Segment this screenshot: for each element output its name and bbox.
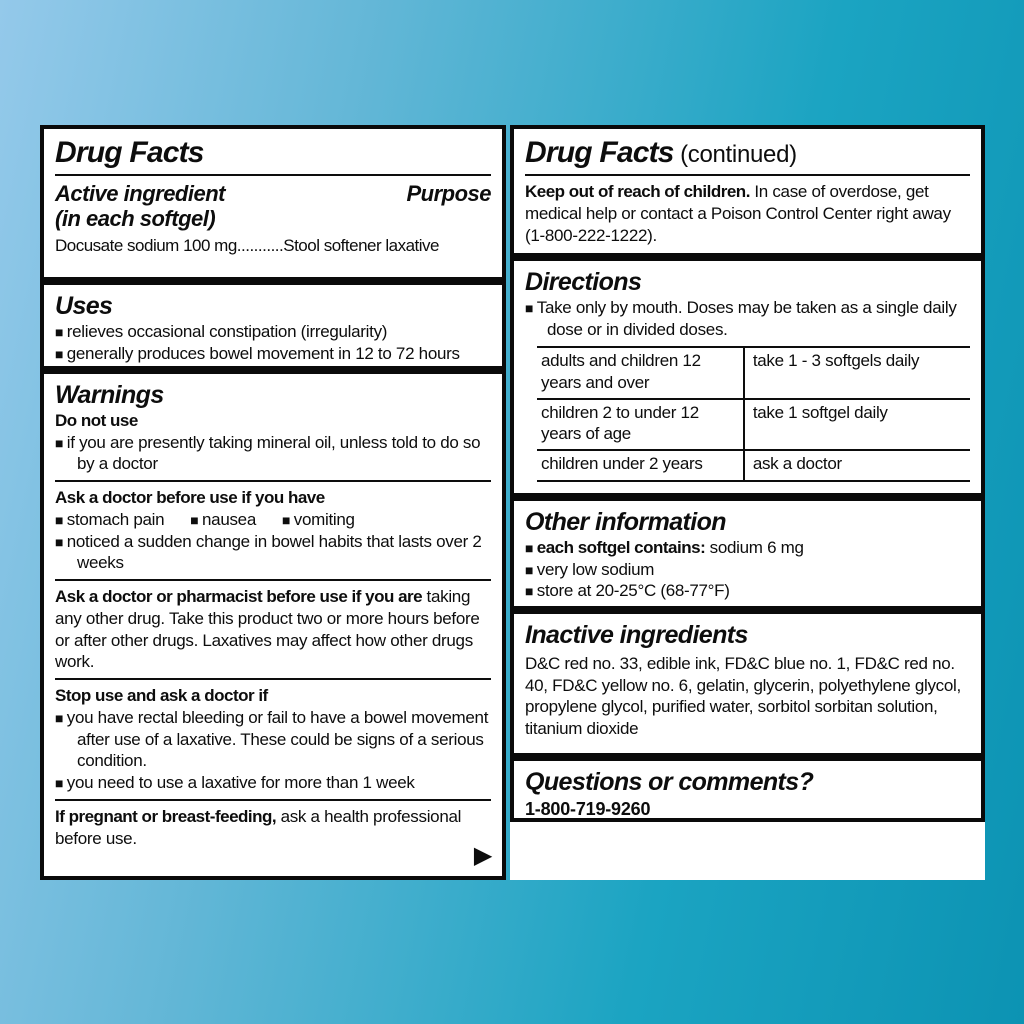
divider-line xyxy=(55,174,491,176)
section-title-active-ingredient xyxy=(40,125,506,281)
dosage-table xyxy=(537,346,970,481)
uses-bullet: ■ generally produces bowel movement in 12 to 72 hours xyxy=(55,343,491,365)
ask-doctor-pharmacist-text: taking any other drug. Take this product two or more hours before or after other drugs. Laxatives may affect how other drugs work. xyxy=(55,587,480,672)
ingredient-purpose-line xyxy=(55,235,491,257)
table-row xyxy=(537,451,970,479)
inactive-ingredients-heading: Inactive ingredients xyxy=(525,621,748,649)
dosage-amount-cell: ask a doctor xyxy=(752,454,842,474)
purpose-value: Stool softener laxative xyxy=(283,235,440,255)
symptom-bullet: ■ nausea xyxy=(190,509,256,531)
keep-out-paragraph xyxy=(525,181,970,246)
section-questions xyxy=(510,757,985,822)
active-ingredient-subheading: (in each softgel) xyxy=(55,206,216,232)
do-not-use-bullet: ■ if you are presently taking mineral oil, unless told to do so by a doctor xyxy=(55,432,491,476)
ask-doctor-pharmacist-heading: Ask a doctor or pharmacist before use if you are xyxy=(55,587,423,606)
drug-facts-title: Drug Facts xyxy=(55,136,204,169)
other-info-bullet: ■ store at 20-25°C (68-77°F) xyxy=(525,580,970,602)
divider-line xyxy=(55,678,491,680)
phone-number: 1-800-719-9260 xyxy=(525,798,651,819)
right-column xyxy=(510,125,985,880)
inactive-ingredients-text: D&C red no. 33, edible ink, FD&C blue no. 1, FD&C red no. 40, FD&C yellow no. 6, gelatin, glycerin, polyethylene glycol, propylene glycol, purified water, sorbitol sorbitan solution, titanium dioxide xyxy=(525,653,961,738)
ask-doctor-heading: Ask a doctor before use if you have xyxy=(55,488,325,507)
dosage-age-cell: children under 2 years xyxy=(537,451,745,479)
drug-facts-label xyxy=(40,125,985,880)
ask-doctor-pharmacist-paragraph xyxy=(55,586,491,673)
section-other-information xyxy=(510,497,985,610)
other-info-bullet: ■ very low sodium xyxy=(525,559,970,581)
do-not-use-heading: Do not use xyxy=(55,410,138,430)
pregnant-paragraph xyxy=(55,806,491,850)
continue-arrow-icon: ▶ xyxy=(473,842,492,869)
divider-line xyxy=(55,579,491,581)
other-info-bullet xyxy=(525,537,970,559)
active-ingredient-heading: Active ingredient xyxy=(55,181,225,206)
divider-line xyxy=(55,799,491,801)
dosage-amount-cell: take 1 softgel daily xyxy=(752,402,888,422)
dosage-age-cell: adults and children 12 years and over xyxy=(537,348,745,398)
drug-facts-title-text: Drug Facts xyxy=(525,136,674,169)
dosage-age-cell: children 2 to under 12 years of age xyxy=(537,400,745,450)
other-info-text: sodium 6 mg xyxy=(705,537,804,557)
section-warnings xyxy=(40,370,506,880)
dosage-amount-cell: take 1 - 3 softgels daily xyxy=(752,351,920,371)
table-row xyxy=(537,348,970,400)
divider-line xyxy=(55,480,491,482)
keep-out-bold: Keep out of reach of children. xyxy=(525,182,750,201)
directions-bullet: ■ Take only by mouth. Doses may be taken as a single daily dose or in divided doses. xyxy=(525,297,970,341)
other-information-heading: Other information xyxy=(525,508,726,536)
ingredient-name: Docusate sodium 100 mg xyxy=(55,235,237,255)
pregnant-text: ask a health professional before use. xyxy=(55,806,462,848)
drug-facts-continued-title xyxy=(525,136,970,169)
warnings-heading: Warnings xyxy=(55,381,164,409)
uses-bullet: ■ relieves occasional constipation (irregularity) xyxy=(55,321,491,343)
section-uses xyxy=(40,281,506,370)
table-row xyxy=(537,400,970,452)
ask-doctor-bullet: ■ noticed a sudden change in bowel habits that lasts over 2 weeks xyxy=(55,531,491,575)
section-inactive-ingredients xyxy=(510,610,985,757)
directions-heading: Directions xyxy=(525,268,642,296)
stop-use-heading: Stop use and ask a doctor if xyxy=(55,686,268,705)
section-title-continued xyxy=(510,125,985,257)
symptom-bullets-row xyxy=(55,509,491,531)
purpose-heading: Purpose xyxy=(406,181,491,206)
section-directions xyxy=(510,257,985,497)
divider-line xyxy=(525,174,970,176)
symptom-bullet: ■ stomach pain xyxy=(55,509,164,531)
questions-heading: Questions or comments? xyxy=(525,768,814,796)
symptom-bullet: ■ vomiting xyxy=(282,509,355,531)
other-info-bold: each softgel contains: xyxy=(536,537,706,557)
left-column xyxy=(40,125,506,880)
keep-out-text: In case of overdose, get medical help or contact a Poison Control Center right away (1-800-222-1222). xyxy=(525,182,951,245)
blank-panel xyxy=(510,822,985,880)
active-ingredient-row xyxy=(55,181,491,206)
dot-leader: ........... xyxy=(236,235,284,255)
stop-use-bullet: ■ you need to use a laxative for more than 1 week xyxy=(55,772,491,794)
uses-heading: Uses xyxy=(55,292,113,320)
stop-use-bullet: ■ you have rectal bleeding or fail to have a bowel movement after use of a laxative. These could be signs of a serious condition. xyxy=(55,707,491,772)
pregnant-bold-text: If pregnant or breast-feeding, xyxy=(55,806,277,826)
continued-suffix: (continued) xyxy=(673,141,797,168)
